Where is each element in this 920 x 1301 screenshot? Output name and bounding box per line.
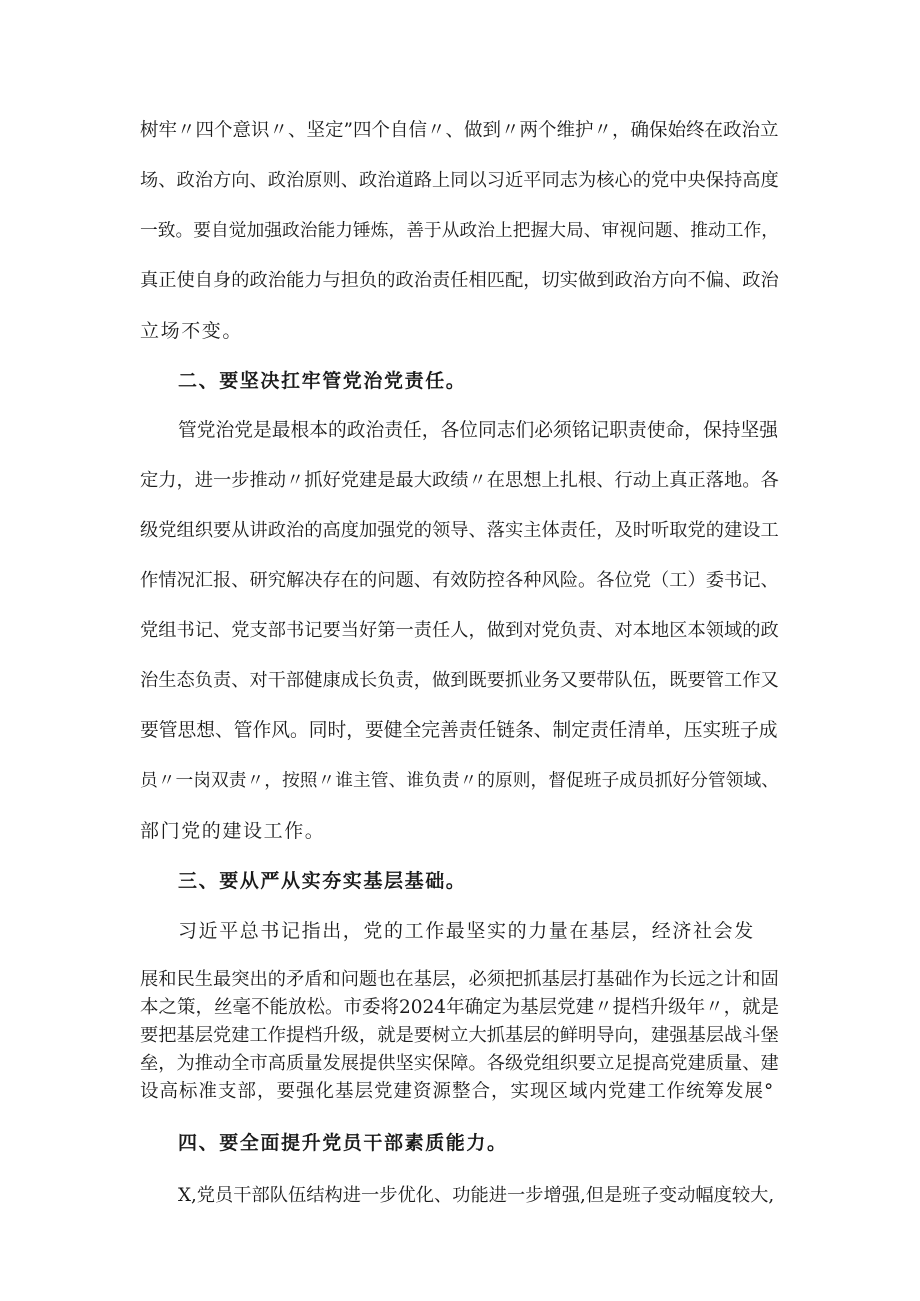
paragraph-line: 要管思想、管作风。同时，要健全完善责任链条、制定责任清单，压实班子成 [140,720,778,741]
paragraph-line: 党组书记、党支部书记要当好第一责任人，做到对党负责、对本地区本领域的政 [140,620,779,641]
paragraph-line: 真正使自身的政治能力与担负的政治责任相匹配，切实做到政治方向不偏、政治 [140,270,779,291]
paragraph-line: 垒，为推动全市高质量发展提供坚实保障。各级党组织要立足提高党建质量、建 [140,1053,779,1074]
paragraph-line: 立场不变。 [140,320,244,342]
paragraph-line: 设高标准支部，要强化基层党建资源整合，实现区域内党建工作统筹发展° [140,1081,775,1102]
paragraph-line: 部门党的建设工作。 [140,820,326,842]
paragraph-line: 习近平总书记指出，党的工作最坚实的力量在基层，经济社会发 [178,920,755,942]
paragraph-line: 治生态负责、对干部健康成长负责，做到既要抓业务又要带队伍，既要管工作又 [140,670,779,691]
paragraph-line: 树牢〃四个意识〃、坚定”四个自信〃、做到〃两个维护〃，确保始终在政治立 [140,120,779,141]
section-heading-3: 三、要从严从实夯实基层基础。 [178,870,467,892]
paragraph-line: 本之策，丝毫不能放松。市委将2024年确定为基层党建〃提档升级年〃，就是 [140,997,780,1018]
paragraph-line: 要把基层党建工作提档升级，就是要树立大抓基层的鲜明导向，建强基层战斗堡 [140,1025,779,1046]
paragraph-line: 展和民生最突出的矛盾和问题也在基层，必须把抓基层打基础作为长远之计和固 [140,969,779,990]
paragraph-line: 级党组织要从讲政治的高度加强党的领导、落实主体责任，及时听取党的建设工 [140,520,779,541]
paragraph-line: X,党员干部队伍结构进一步优化、功能进一步增强,但是班子变动幅度较大, [178,1185,775,1206]
paragraph-line: 一致。要自觉加强政治能力锤炼，善于从政治上把握大局、审视问题、推动工作， [140,221,780,241]
paragraph-line: 管党治党是最根本的政治责任，各位同志们必须铭记职责使命，保持坚强 [178,420,778,441]
paragraph-line: 定力，进一步推动〃抓好党建是最大政绩〃在思想上扎根、行动上真正落地。各 [140,470,779,491]
paragraph-line: 场、政治方向、政治原则、政治道路上同以习近平同志为核心的党中央保持高度 [140,170,779,191]
paragraph-line: 员〃一岗双责〃，按照〃谁主管、谁负责〃的原则，督促班子成员抓好分管领域、 [140,771,780,791]
section-heading-4: 四、要全面提升党员干部素质能力。 [178,1132,508,1154]
section-heading-2: 二、要坚决扛牢管党治党责任。 [178,370,467,392]
paragraph-line: 作情况汇报、研究解决存在的问题、有效防控各种风险。各位党（工）委书记、 [140,570,779,591]
